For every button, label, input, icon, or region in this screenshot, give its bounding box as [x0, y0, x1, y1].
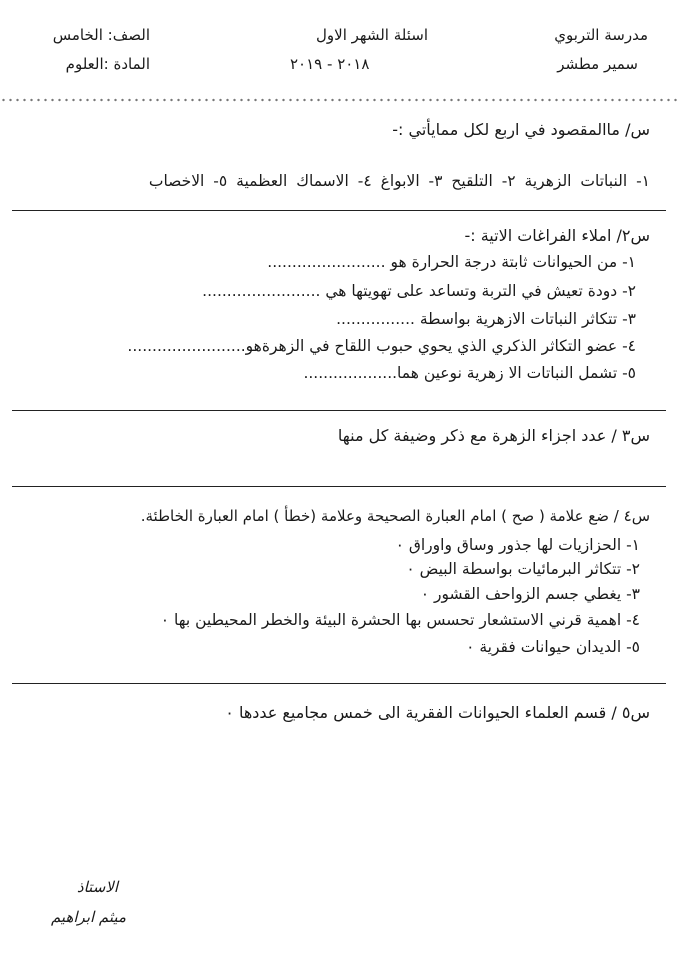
grade-label: الصف: الخامس	[52, 26, 150, 44]
q2-item-4: ٤- عضو التكاثر الذكري الذي يحوي حبوب اللقاح في الزهرةهو........................	[127, 337, 636, 355]
q4-item-1: ١- الحزازيات لها جذور وساق واوراق ٠	[395, 536, 640, 554]
q4-item-5: ٥- الديدان حيوانات فقرية ٠	[466, 638, 640, 656]
q2-item-5: ٥- تشمل النباتات الا زهرية نوعين هما...................	[303, 364, 636, 382]
exam-title: اسئلة الشهر الاول	[316, 26, 428, 44]
q3-prompt: س٣ / عدد اجزاء الزهرة مع ذكر وضيفة كل منها	[337, 426, 650, 445]
q2-item-2: ٢- دودة تعيش في التربة وتساعد على تهويتها هي ........................	[202, 282, 636, 300]
q2-item-1: ١- من الحيوانات ثابتة درجة الحرارة هو ........................	[267, 253, 636, 271]
divider-2	[12, 410, 666, 411]
subject-label: المادة :العلوم	[65, 55, 150, 73]
q1-terms: ١- النباتات الزهرية ٢- التلقيح ٣- الابواغ ٤- الاسماك العظمية ٥- الاخصاب	[148, 172, 650, 190]
q4-item-3: ٣- يغطي جسم الزواحف القشور ٠	[420, 585, 640, 603]
q4-item-4: ٤- اهمية قرني الاستشعار تحسس بها الحشرة البيئة والخطر المحيطين بها ٠	[160, 611, 640, 629]
divider-3	[12, 486, 666, 487]
q2-prompt: س٢/ املاء الفراغات الاتية :-	[464, 226, 650, 245]
q2-item-3: ٣- تتكاثر النباتات الازهرية بواسطة ................	[336, 310, 636, 328]
signature-name: ميثم ابراهيم	[50, 908, 126, 926]
teacher-name: سمير مطشر	[557, 55, 638, 73]
q4-item-2: ٢- تتكاثر البرمائيات بواسطة البيض ٠	[406, 560, 640, 578]
academic-year: ٢٠١٨ - ٢٠١٩	[290, 55, 370, 73]
signature-title: الاستاذ	[76, 878, 118, 896]
divider-4	[12, 683, 666, 684]
divider-1	[12, 210, 666, 211]
q1-prompt: س/ ماالمقصود في اربع لكل ممايأتي :-	[392, 120, 650, 139]
q4-prompt: س٤ / ضع علامة ( صح ) امام العبارة الصحيحة وعلامة (خطأ ) امام العبارة الخاطئة.	[140, 507, 650, 525]
school-name: مدرسة التربوي	[554, 26, 648, 44]
header-dotted-divider	[0, 97, 678, 103]
q5-prompt: س٥ / قسم العلماء الحيوانات الفقرية الى خمس مجاميع عددها ٠	[225, 703, 650, 722]
